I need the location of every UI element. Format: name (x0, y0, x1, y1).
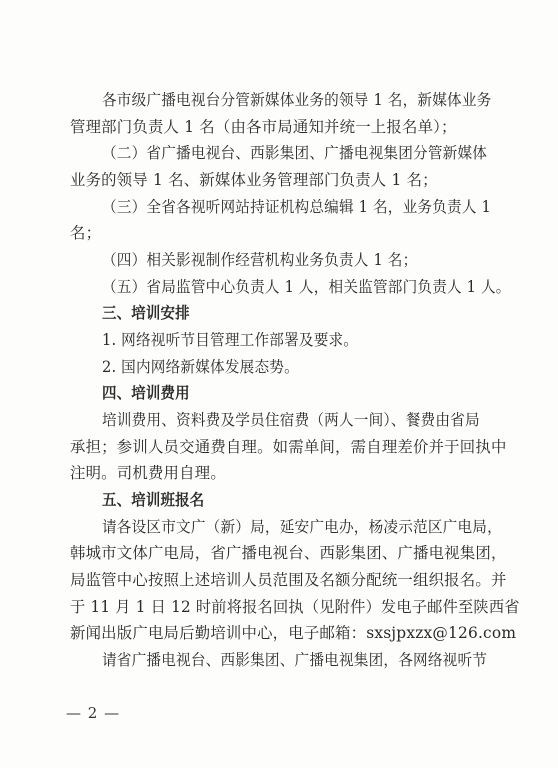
section-heading: 四、培训费用 (102, 384, 190, 402)
paragraph-line: （五）省局监管中心负责人 1 人，相关监管部门负责人 1 人。 (102, 278, 511, 296)
page-number: — 2 — (66, 704, 121, 722)
paragraph-line: （三）全省各视听网站持证机构总编辑 1 名，业务负责人 1 (102, 198, 491, 216)
paragraph-line: 培训费用、资料费及学员住宿费（两人一间）、餐费由省局 (102, 411, 480, 429)
paragraph-line: 承担；参训人员交通费自理。如需单间，需自理差价并于回执中 (70, 438, 507, 456)
paragraph-line: （二）省广播电视台、西影集团、广播电视集团分管新媒体 (102, 144, 488, 162)
paragraph-line: 新闻出版广电局后勤培训中心，电子邮箱：sxsjpxzx@126.com (70, 624, 517, 642)
paragraph-line: 局监管中心按照上述培训人员范围及名额分配统一组织报名。并 (70, 571, 507, 589)
paragraph-line: 2. 国内网络新媒体发展态势。 (102, 358, 299, 376)
section-heading: 五、培训班报名 (102, 491, 205, 509)
paragraph-line: 韩城市文体广电局，省广播电视台、西影集团、广播电视集团， (70, 544, 507, 562)
paragraph-line: 请省广播电视台、西影集团、广播电视集团，各网络视听节 (102, 651, 488, 669)
paragraph-line: （四）相关影视制作经营机构业务负责人 1 名； (102, 251, 418, 269)
paragraph-line: 各市级广播电视台分管新媒体业务的领导 1 名，新媒体业务 (102, 91, 492, 109)
paragraph-line: 管理部门负责人 1 名（由各市局通知并统一上报名单）； (70, 118, 457, 136)
paragraph-line: 业务的领导 1 名、新媒体业务管理部门负责人 1 名； (70, 171, 438, 189)
paragraph-line: 请各设区市文广（新）局，延安广电办，杨凌示范区广电局， (102, 518, 502, 536)
paragraph-line: 注明。司机费用自理。 (70, 464, 226, 482)
paragraph-line: 名； (70, 224, 102, 242)
section-heading: 三、培训安排 (102, 304, 190, 322)
paragraph-line: 于 11 月 1 日 12 时前将报名回执（见附件）发电子邮件至陕西省 (70, 598, 520, 616)
paragraph-line: 1. 网络视听节目管理工作部署及要求。 (102, 331, 359, 349)
